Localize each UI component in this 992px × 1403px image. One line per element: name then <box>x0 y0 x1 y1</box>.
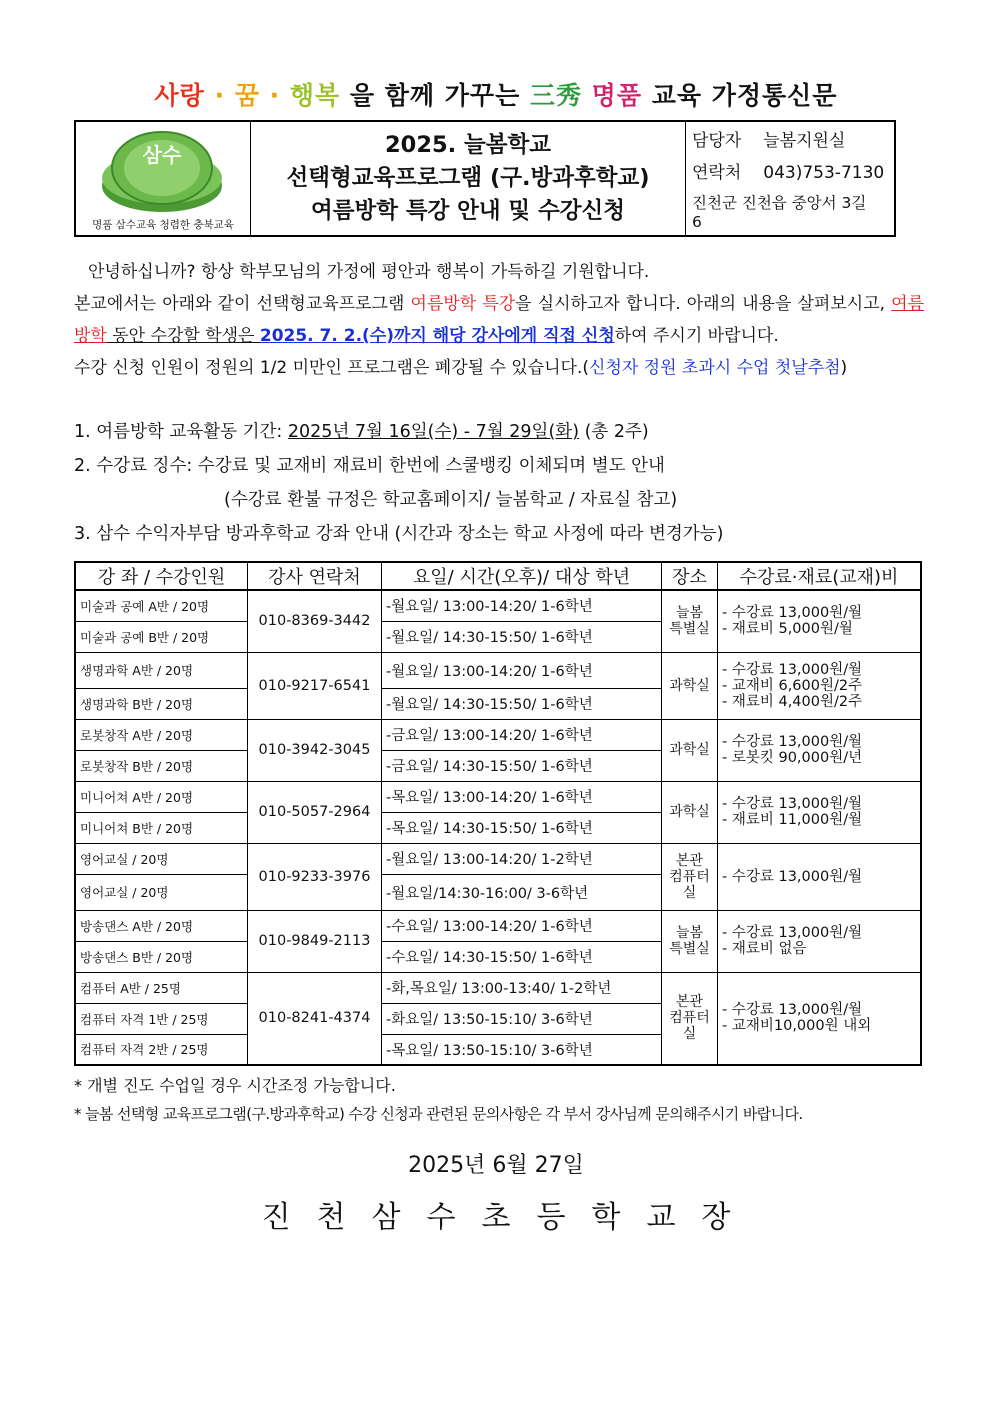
contact-phone-row: 연락처 043)753-7130 <box>692 163 885 184</box>
schedule: -목요일/ 14:30-15:50/ 1-6학년 <box>382 812 662 843</box>
schedule: -금요일/ 14:30-15:50/ 1-6학년 <box>382 750 662 781</box>
column-header: 장소 <box>662 562 718 590</box>
document-date: 2025년 6월 27일 <box>408 1153 584 1178</box>
course-name: 컴퓨터 A반 / 25명 <box>75 972 248 1003</box>
course-name: 생명과학 A반 / 20명 <box>75 652 248 688</box>
table-header-row <box>75 562 921 590</box>
location: 본관 컴퓨터 실 <box>662 972 718 1065</box>
school-logo-cell <box>76 122 251 235</box>
column-header: 수강료·재료(교재)비 <box>718 562 922 590</box>
banner-word: 교육 가정통신문 <box>651 81 838 110</box>
course-name: 생명과학 B반 / 20명 <box>75 688 248 719</box>
closure-notice: 수강 신청 인원이 정원의 1/2 미만인 프로그램은 폐강될 수 있습니다.(신청자 정원 초과시 수업 첫날추첨) <box>74 358 848 378</box>
contact-person-row: 담당자 늘봄지원실 <box>692 130 846 151</box>
section-courses: 3. 삼수 수익자부담 방과후학교 강좌 안내 (시간과 장소는 학교 사정에 따라 변경가능) <box>74 524 724 544</box>
intro-paragraph: 본교에서는 아래와 같이 선택형교육프로그램 여름방학 특강을 실시하고자 합니다. 아래의 내용을 살펴보시고, 여름방학 동안 수강할 학생은 2025. 7. 2.(수)까지 해당 강사에게 직접 신청하여 주시기 바랍니다. <box>74 294 925 346</box>
table-row <box>75 719 921 750</box>
schedule: -화,목요일/ 13:00-13:40/ 1-2학년 <box>382 972 662 1003</box>
title-line: 선택형교육프로그램 (구.방과후학교) <box>286 165 650 191</box>
schedule: -월요일/ 14:30-15:50/ 1-6학년 <box>382 688 662 719</box>
school-address: 진천군 진천읍 중앙서 3길 6 <box>692 194 867 232</box>
fee-info: - 수강료 13,000원/월 - 재료비 없음 <box>718 910 922 972</box>
course-name: 컴퓨터 자격 1반 / 25명 <box>75 1003 248 1034</box>
schedule: -월요일/ 13:00-14:20/ 1-6학년 <box>382 590 662 621</box>
title-line: 여름방학 특강 안내 및 수강신청 <box>311 198 625 224</box>
fee-info: - 수강료 13,000원/월 - 교재비 6,600원/2주 - 재료비 4,400원/2주 <box>718 652 922 719</box>
section-period: 1. 여름방학 교육활동 기간: 2025년 7월 16일(수) - 7월 29일(화) (총 2주) <box>74 422 649 442</box>
fee-info: - 수강료 13,000원/월 - 재료비 5,000원/월 <box>718 590 922 652</box>
course-name: 영어교실 / 20명 <box>75 874 248 910</box>
table-row <box>75 590 921 621</box>
fee-info: - 수강료 13,000원/월 - 로봇킷 90,000원/년 <box>718 719 922 781</box>
section-fee: 2. 수강료 징수: 수강료 및 교재비 재료비 한번에 스쿨뱅킹 이체되며 별도 안내 <box>74 456 665 476</box>
course-name: 미니어쳐 B반 / 20명 <box>75 812 248 843</box>
location: 본관 컴퓨터 실 <box>662 843 718 910</box>
instructor-phone: 010-8241-4374 <box>248 972 382 1065</box>
title-line: 2025. 늘봄학교 <box>385 132 551 158</box>
schedule: -월요일/ 13:00-14:20/ 1-6학년 <box>382 652 662 688</box>
instructor-phone: 010-9233-3976 <box>248 843 382 910</box>
table-row <box>75 972 921 1003</box>
schedule: -목요일/ 13:50-15:10/ 3-6학년 <box>382 1034 662 1065</box>
column-header: 요일/ 시간(오후)/ 대상 학년 <box>382 562 662 590</box>
location: 과학실 <box>662 652 718 719</box>
svg-text:삼수: 삼수 <box>142 143 182 167</box>
instructor-phone: 010-8369-3442 <box>248 590 382 652</box>
course-name: 영어교실 / 20명 <box>75 843 248 874</box>
banner-word: 三秀 <box>529 81 582 110</box>
course-table <box>74 561 922 1066</box>
schedule: -월요일/14:30-16:00/ 3-6학년 <box>382 874 662 910</box>
table-row <box>75 781 921 812</box>
location: 늘봄 특별실 <box>662 590 718 652</box>
banner-word: 명품 <box>591 81 642 110</box>
banner-word: 꿈 <box>234 81 260 110</box>
instructor-phone: 010-9849-2113 <box>248 910 382 972</box>
course-name: 미니어쳐 A반 / 20명 <box>75 781 248 812</box>
contact-info <box>686 122 894 235</box>
fee-info: - 수강료 13,000원/월 <box>718 843 922 910</box>
schedule: -월요일/ 14:30-15:50/ 1-6학년 <box>382 621 662 652</box>
course-name: 로봇창작 B반 / 20명 <box>75 750 248 781</box>
table-row <box>75 843 921 874</box>
intro-text <box>74 256 924 384</box>
course-name: 컴퓨터 자격 2반 / 25명 <box>75 1034 248 1065</box>
location: 과학실 <box>662 781 718 843</box>
location: 늘봄 특별실 <box>662 910 718 972</box>
instructor-phone: 010-3942-3045 <box>248 719 382 781</box>
course-name: 방송댄스 A반 / 20명 <box>75 910 248 941</box>
footnote: * 개별 진도 수업일 경우 시간조정 가능합니다. <box>74 1076 396 1095</box>
schedule: -수요일/ 13:00-14:20/ 1-6학년 <box>382 910 662 941</box>
course-name: 방송댄스 B반 / 20명 <box>75 941 248 972</box>
column-header: 강 좌 / 수강인원 <box>75 562 248 590</box>
instructor-phone: 010-5057-2964 <box>248 781 382 843</box>
schedule: -화요일/ 13:50-15:10/ 3-6학년 <box>382 1003 662 1034</box>
school-logo-icon <box>100 128 224 218</box>
document-header <box>74 120 896 237</box>
table-row <box>75 652 921 688</box>
course-name: 미술과 공예 B반 / 20명 <box>75 621 248 652</box>
banner-word: 을 함께 가꾸는 <box>349 81 521 110</box>
schedule: -월요일/ 13:00-14:20/ 1-2학년 <box>382 843 662 874</box>
footnote: * 늘봄 선택형 교육프로그램(구.방과후학교) 수강 신청과 관련된 문의사항은 각 부서 강사님께 문의해주시기 바랍니다. <box>74 1105 803 1123</box>
document-title <box>251 122 686 235</box>
school-slogan: 명품 삼수교육 청렴한 충북교육 <box>92 219 234 231</box>
fee-info: - 수강료 13,000원/월 - 교재비10,000원 내외 <box>718 972 922 1065</box>
schedule: -수요일/ 14:30-15:50/ 1-6학년 <box>382 941 662 972</box>
greeting: 안녕하십니까? 항상 학부모님의 가정에 평안과 행복이 가득하길 기원합니다. <box>88 262 650 282</box>
banner-word: 사랑 <box>154 81 205 110</box>
newsletter-banner <box>0 76 992 112</box>
schedule: -목요일/ 13:00-14:20/ 1-6학년 <box>382 781 662 812</box>
principal-signature: 진천삼수초등학교장 <box>261 1200 757 1235</box>
course-name: 로봇창작 A반 / 20명 <box>75 719 248 750</box>
instructor-phone: 010-9217-6541 <box>248 652 382 719</box>
schedule: -금요일/ 13:00-14:20/ 1-6학년 <box>382 719 662 750</box>
banner-dot: · <box>214 81 226 110</box>
location: 과학실 <box>662 719 718 781</box>
fee-info: - 수강료 13,000원/월 - 재료비 11,000원/월 <box>718 781 922 843</box>
column-header: 강사 연락처 <box>248 562 382 590</box>
banner-word: 행복 <box>289 81 341 110</box>
table-row <box>75 910 921 941</box>
section-refund: (수강료 환불 규정은 학교홈페이지/ 늘봄학교 / 자료실 참고) <box>224 490 678 510</box>
footnotes <box>74 1072 803 1128</box>
banner-dot: · <box>269 81 281 110</box>
course-name: 미술과 공예 A반 / 20명 <box>75 590 248 621</box>
